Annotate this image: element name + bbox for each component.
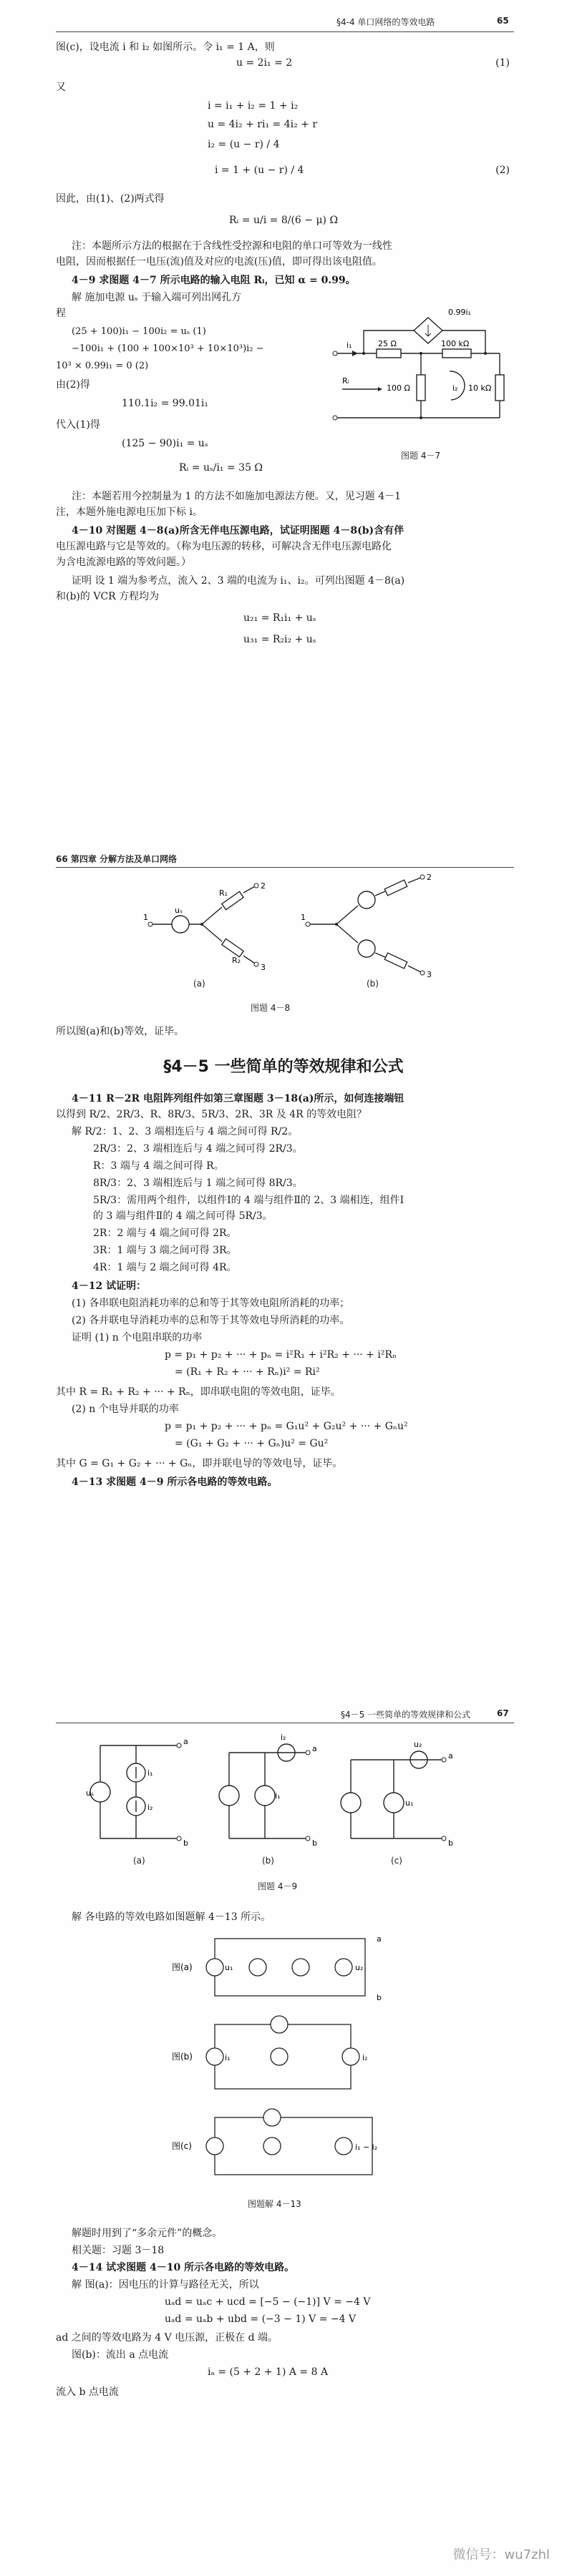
text-line: 图(c)，设电流 i 和 i₂ 如图所示。令 i₁ = 1 A，则	[56, 41, 275, 53]
solution-label: 图(c)	[172, 2141, 192, 2151]
fig-label: a	[312, 1744, 317, 1753]
page-67	[0, 1703, 567, 2576]
solution-label: 图(b)	[172, 2052, 193, 2062]
text-line: 流入 b 点电流	[56, 2386, 119, 2398]
text-line: 注：本题若用今控制量为 1 的方法不如施加电源法方便。又，见习题 4－1	[72, 491, 402, 502]
fig-label: b	[448, 1838, 453, 1848]
figure-caption: 图题解 4－13	[248, 2199, 301, 2209]
fig-label: i₂	[362, 2053, 368, 2062]
circuit-figure-4-9b	[215, 1731, 322, 1853]
section-title: §4－5 一些简单的等效规律和公式	[163, 1058, 404, 1076]
text-line: 又	[56, 82, 66, 93]
fig-label: u₁	[225, 1963, 233, 1972]
page-number: 67	[497, 1708, 509, 1718]
equation: uₐd = uₐb + ubd = (−3 − 1) V = −4 V	[165, 2313, 357, 2325]
text-line: 由(2)得	[56, 379, 90, 391]
text-line: (2) 各并联电导消耗功率的总和等于其等效电导所消耗的功率。	[72, 1315, 350, 1326]
text-line: 为含电流源电路的等效问题。）	[56, 557, 191, 568]
fig-label: Rᵢ	[342, 376, 349, 386]
equation: i = 1 + (u − r) / 4	[215, 165, 304, 176]
fig-label: 3	[427, 970, 432, 979]
fig-label: b	[183, 1838, 188, 1848]
equation: 10³ × 0.99i₁ = 0 (2)	[56, 361, 149, 371]
fig-label: 0.99i₁	[448, 308, 471, 317]
fig-label: 2	[261, 881, 266, 891]
text-line: 相关题：习题 3－18	[72, 2245, 165, 2256]
equation: p = p₁ + p₂ + ··· + pₙ = i²R₁ + i²R₂ + ··· + i²Rₙ	[165, 1349, 397, 1361]
problem-heading: 4－10 对图题 4－8(a)所含无伴电压源电路，试证明图题 4－8(b)含有伴	[72, 525, 404, 537]
text-line: 其中 R = R₁ + R₂ + ··· + Rₙ，即串联电阻的等效电阻，证毕。	[56, 1386, 341, 1398]
page-65	[0, 0, 567, 844]
page-number: 65	[497, 16, 509, 26]
text-line: 电压源电路与它是等效的。（称为电压源的转移，可解决含无伴电压源电路化	[56, 541, 392, 552]
fig-label: a	[448, 1751, 453, 1760]
text-line: 程	[56, 308, 66, 319]
fig-label: i₁	[275, 1791, 281, 1801]
text-line: 注：本题所示方法的根据在于含线性受控源和电阻的单口可等效为一线性	[72, 240, 392, 252]
circuit-figure-4-8a	[143, 880, 272, 973]
figure-subcaption: (a)	[133, 1856, 145, 1866]
fig-label: 1	[143, 913, 148, 922]
figure-subcaption: (c)	[391, 1856, 402, 1866]
page-header: §4－5 一些简单的等效规律和公式	[341, 1710, 471, 1720]
equation: (125 − 90)i₁ = uₛ	[122, 438, 208, 449]
equation: uₐd = uₐc + ucd = [−5 − (−1)] V = −4 V	[165, 2296, 371, 2308]
equation: u = 4i₂ + ri₁ = 4i₂ + r	[208, 119, 318, 130]
text-line: 解题时用到了“多余元件”的概念。	[72, 2228, 223, 2239]
text-line: 的 3 端与组件Ⅱ的 4 端之间可得 5R/3。	[93, 1210, 273, 1222]
fig-label: 100 Ω	[387, 383, 410, 393]
figure-caption: 图题 4－7	[401, 451, 441, 461]
fig-label: b	[377, 1993, 382, 2002]
solution-figure-4-13	[172, 1931, 408, 2189]
page-header: §4-4 单口网络的等效电路	[336, 17, 435, 27]
watermark: 微信号：wu7zhl	[452, 2547, 550, 2562]
fig-label: u₂	[355, 1963, 364, 1972]
figure-caption: 图题 4－8	[251, 1003, 291, 1013]
fig-label: uₛ	[86, 1788, 94, 1798]
fig-label: 10 kΩ	[468, 383, 492, 393]
fig-label: u₁	[405, 1798, 414, 1808]
text-line: 图(b)：流出 a 点电流	[72, 2349, 169, 2361]
text-line: 解 各电路的等效电路如图题解 4－13 所示。	[72, 1911, 271, 1923]
text-line: (1) 各串联电阻消耗功率的总和等于其等效电阻所消耗的功率；	[72, 1298, 350, 1309]
text-line: 证明 (1) n 个电阻串联的功率	[72, 1332, 203, 1343]
text-line: 以得到 R/2、2R/3、R、8R/3、5R/3、2R、3R 及 4R 的等效电阻？	[56, 1109, 367, 1120]
circuit-figure-4-9a	[86, 1731, 193, 1853]
text-line: 3R：1 端与 3 端之间可得 3R。	[93, 1245, 237, 1256]
fig-label: i₁	[147, 1768, 153, 1778]
text-line: 解 图(a)：因电压的计算与路径无关，所以	[72, 2279, 259, 2291]
equation: i₂ = (u − r) / 4	[208, 139, 280, 150]
problem-heading: 4－13 求图题 4－9 所示各电路的等效电路。	[72, 1476, 278, 1488]
text-line: 2R：2 端与 4 端之间可得 2R。	[93, 1228, 237, 1239]
fig-label: uₛ	[175, 906, 183, 915]
figure-subcaption: (b)	[262, 1856, 274, 1866]
text-line: 解 施加电源 uₛ 于输入端可列出网孔方	[72, 292, 242, 303]
text-line: 解 R/2：1、2、3 端相连后与 4 端之间可得 R/2。	[72, 1126, 299, 1137]
text-line: 2R/3：2、3 端相连后与 4 端之间可得 2R/3。	[93, 1143, 303, 1155]
fig-label: 1	[301, 913, 306, 922]
page-header: 66 第四章 分解方法及单口网络	[56, 854, 178, 864]
fig-label: 2	[427, 873, 432, 882]
equation: u = 2i₁ = 2	[236, 57, 293, 69]
fig-label: 100 kΩ	[441, 339, 470, 348]
equation: p = p₁ + p₂ + ··· + pₙ = G₁u² + G₂u² + ··· + Gₙu²	[165, 1421, 408, 1432]
text-line: 所以图(a)和(b)等效，证毕。	[56, 1026, 185, 1037]
circuit-figure-4-8b	[301, 873, 444, 980]
text-line: 电阻，因而根据任一电压(流)值及对应的电流(压)值，即可得出该电阻值。	[56, 256, 382, 268]
equation: u₂₁ = R₁i₁ + uₛ	[243, 612, 316, 624]
equation: Rᵢ = u/i = 8/(6 − μ) Ω	[229, 215, 339, 226]
fig-label: i₂	[281, 1733, 286, 1742]
equation-number: (1)	[495, 57, 510, 69]
text-line: 因此，由(1)、(2)两式得	[56, 193, 165, 205]
fig-label: i₁ − i₂	[355, 2142, 378, 2152]
fig-label: i₁	[225, 2053, 231, 2062]
equation: = (R₁ + R₂ + ··· + Rₙ)i² = Ri²	[175, 1366, 320, 1378]
text-line: 和(b)的 VCR 方程均为	[56, 591, 160, 602]
fig-label: R₁	[219, 888, 228, 898]
fig-label: i₁	[346, 341, 352, 350]
text-line: 证明 设 1 端为参考点，流入 2、3 端的电流为 i₁、i₂。可列出图题 4－8(a)	[72, 575, 405, 587]
equation: 110.1i₂ = 99.01i₁	[122, 398, 208, 409]
equation: −100i₁ + (100 + 100×10³ + 10×10³)i₂ −	[72, 343, 264, 354]
figure-subcaption: (a)	[193, 979, 205, 989]
text-line: 代入(1)得	[56, 419, 100, 431]
equation: Rᵢ = uₛ/i₁ = 35 Ω	[179, 462, 263, 474]
text-line: 其中 G = G₁ + G₂ + ··· + Gₙ，即并联电导的等效电导，证毕。	[56, 1458, 343, 1469]
text-line: 注，本题外施电源电压加下标 i。	[56, 506, 203, 518]
equation: u₃₁ = R₂i₂ + uₛ	[243, 634, 316, 645]
fig-label: 3	[261, 963, 266, 972]
figure-caption: 图题 4－9	[258, 1881, 298, 1891]
figure-subcaption: (b)	[367, 979, 379, 989]
problem-heading: 4－11 R－2R 电阻阵列组件如第三章图题 3－18(a)所示，如何连接端钮	[72, 1093, 404, 1105]
fig-label: i₂	[452, 383, 458, 393]
circuit-figure-4-9c	[336, 1731, 458, 1853]
solution-label: 图(a)	[172, 1962, 193, 1972]
text-line: 5R/3：需用两个组件，以组件Ⅰ的 4 端与组件Ⅱ的 2、3 端相连，组件Ⅰ	[93, 1195, 404, 1206]
text-line: 4R：1 端与 2 端之间可得 4R。	[93, 1262, 237, 1273]
fig-label: u₂	[414, 1740, 422, 1749]
problem-heading: 4－14 试求图题 4－10 所示各电路的等效电路。	[72, 2262, 295, 2273]
equation: iₐ = (5 + 2 + 1) A = 8 A	[208, 2366, 329, 2378]
fig-label: i₂	[147, 1803, 153, 1812]
fig-label: 25 Ω	[378, 339, 397, 348]
text-line: (2) n 个电导并联的功率	[72, 1404, 179, 1415]
circuit-figure-4-7	[321, 303, 514, 439]
fig-label: a	[377, 1934, 382, 1944]
fig-label: b	[312, 1838, 317, 1848]
equation: i = i₁ + i₂ = 1 + i₂	[208, 100, 299, 112]
text-line: ad 之间的等效电路为 4 V 电压源，正极在 d 端。	[56, 2332, 278, 2344]
page-66	[0, 844, 567, 1703]
fig-label: a	[183, 1737, 188, 1746]
text-line: 8R/3：2、3 端相连后与 1 端之间可得 8R/3。	[93, 1177, 303, 1189]
fig-label: R₂	[232, 956, 241, 965]
problem-heading: 4－9 求图题 4－7 所示电路的输入电阻 Rᵢ，已知 α = 0.99。	[72, 275, 356, 286]
text-line: R：3 端与 4 端之间可得 R。	[93, 1160, 224, 1172]
equation: = (G₁ + G₂ + ··· + Gₙ)u² = Gu²	[175, 1438, 329, 1449]
equation-number: (2)	[495, 165, 510, 176]
problem-heading: 4－12 试证明：	[72, 1280, 147, 1292]
equation: (25 + 100)i₁ − 100i₂ = uₛ (1)	[72, 326, 206, 337]
